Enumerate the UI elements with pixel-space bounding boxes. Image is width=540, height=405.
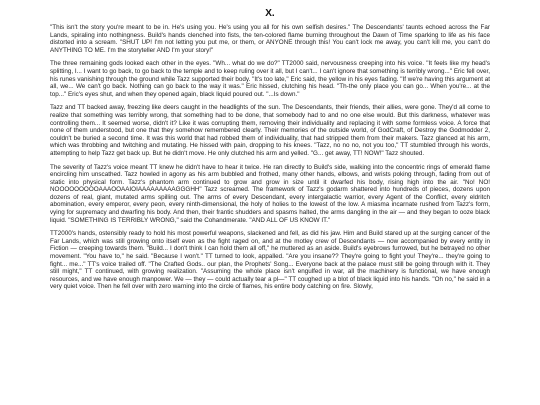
paragraph: "This isn't the story you're meant to be in. He's using you. He's using you all for his own selfish desires." The Descendants' taunts echoed across the Far Lands, spiraling into nothingness. Build's hands clenched into fists, the ten-colored flame burning throughout the Dawn of Time sparking to life as his face distorted into a scream. "SHUT UP! I'm not letting you put me, or them, or ANYONE through this! You can't lock me away, you can't kill me, you can't do ANYTHING TO ME. I'm the storyteller AND I'm your story!" (50, 24, 490, 54)
paragraph: TT2000's hands, ostensibly ready to hold his most powerful weapons, slackened and fell, as did his jaw. Him and Build stared up at the surging cancer of the Far Lands, which was still growing onto itself even as the fight raged on, and at the motley crew of Descendants — now accompanied by every entity in Fiction — creeping towards them. "Build... I don't think I can hold them all off," he muttered as an aside. Build's eyebrows furrowed, but he betrayed no other movement. "You have to," he said. "Because I won't." TT turned to look, appalled. "Are you insane?? They're going to fight you! They're... they're going to fight... me..." TT's voice trailed off. "The Crafted Gods.. our plan, the Prophets' Song... Everyone back at the palace must still be going through with it. They still might," TT continued, with growing realization. "Assuming the whole place isn't engulfed in war, all the machinery is functional, we have enough resources, and we have enough manpower. We — they — could actually tear a pl—" TT coughed up a blot of black liquid into his hands. "Oh no," he said in a very quiet voice. Then he fell over with zero warning into the circle of flames, his entire body catching on fire. Slowly, (50, 230, 490, 291)
paragraph: The three remaining gods looked each other in the eyes. "Wh... what do we do?" TT2000 said, nervousness creeping into his voice. "It feels like my head's splitting, I... I want to go back, to go back to the temple and to keep ruling over it all, but I can't... I can't ignore that something is terribly wrong..." Eric fell over, his runes vanishing through the ground while Tazz supported their body. "It's too late," Eric said, the yellow in his eyes fading. "If we're having this argument at all, we... We can't go back. Nothing can go back to the way it was." Eric hissed, clutching his head. "Th-the only place you can go... When you're... at the top..." Eric's eyes shut, and when they opened again, black liquid poured out. "...Is down." (50, 60, 490, 98)
document-body (50, 24, 490, 291)
paragraph: Tazz and TT backed away, freezing like deers caught in the headlights of the sun. The Descendants, their friends, their allies, were gone. They'd all come to realize that something was terribly wrong, that something had to be done, that somebody had to and no one else would. But this darkness, whatever was controlling them... It seemed worse, didn't it? Like it was corrupting them, removing their individuality and replacing it with some formless voice. A force that none of them understood, but one that they somehow remembered clearly. Their memories of the outside world, of GodCraft, of Destroy the Godmodder 2, couldn't be buried a second time. It was this world that had robbed them of individuality, that had stripped them from their makers. Tazz glanced at his arm, which was throbbing and twitching and mutating. He hissed with pain, dropping to his knees. "Tazz, no no no, not you too," TT stumbled through his words, attempting to help Tazz get back up. But he didn't move. He only clutched his arm and yelled. "G... get away, TT! NOW!" Tazz shouted. (50, 104, 490, 157)
paragraph: The severity of Tazz's voice meant TT knew he didn't have to hear it twice. He ran directly to Build's side, walking into the concentric rings of emerald flame encircling him unscathed. Tazz howled in agony as his arm bubbled and frothed, many other hands, elbows, and wrists poking through, fading from out of static into physical form. Tazz's phantom arm continued to grow and grow in size until it dwarfed his body, rising high into the air. "No! NO! NOOOOOOOOOAAAOOAAIOIAAAAAAAAAGGGHH" Tazz screamed. The framework of Tazz's godarm shattered into hundreds of pieces, dozens upon dozens of real, giant, mutated arms spilling out. The arms of every Descendant, every intergalactic warrior, every Agent of the Conflict, every eldritch abomination, every emperor, every peon, every ninth-dimensional, the holy of holies to the lowest of the low. A miasma incarnate rushed from Tazz's form, vying for supremacy and dwarfing his body. And then, their frantic shudders and spasms halted, the arms dangling in the air — and they began to ooze black liquid. "SOMETHING IS TERRIBLY WRONG," said the Cohandmerate. "AND ALL OF US KNOW IT." (50, 163, 490, 224)
chapter-title: X. (265, 8, 275, 19)
